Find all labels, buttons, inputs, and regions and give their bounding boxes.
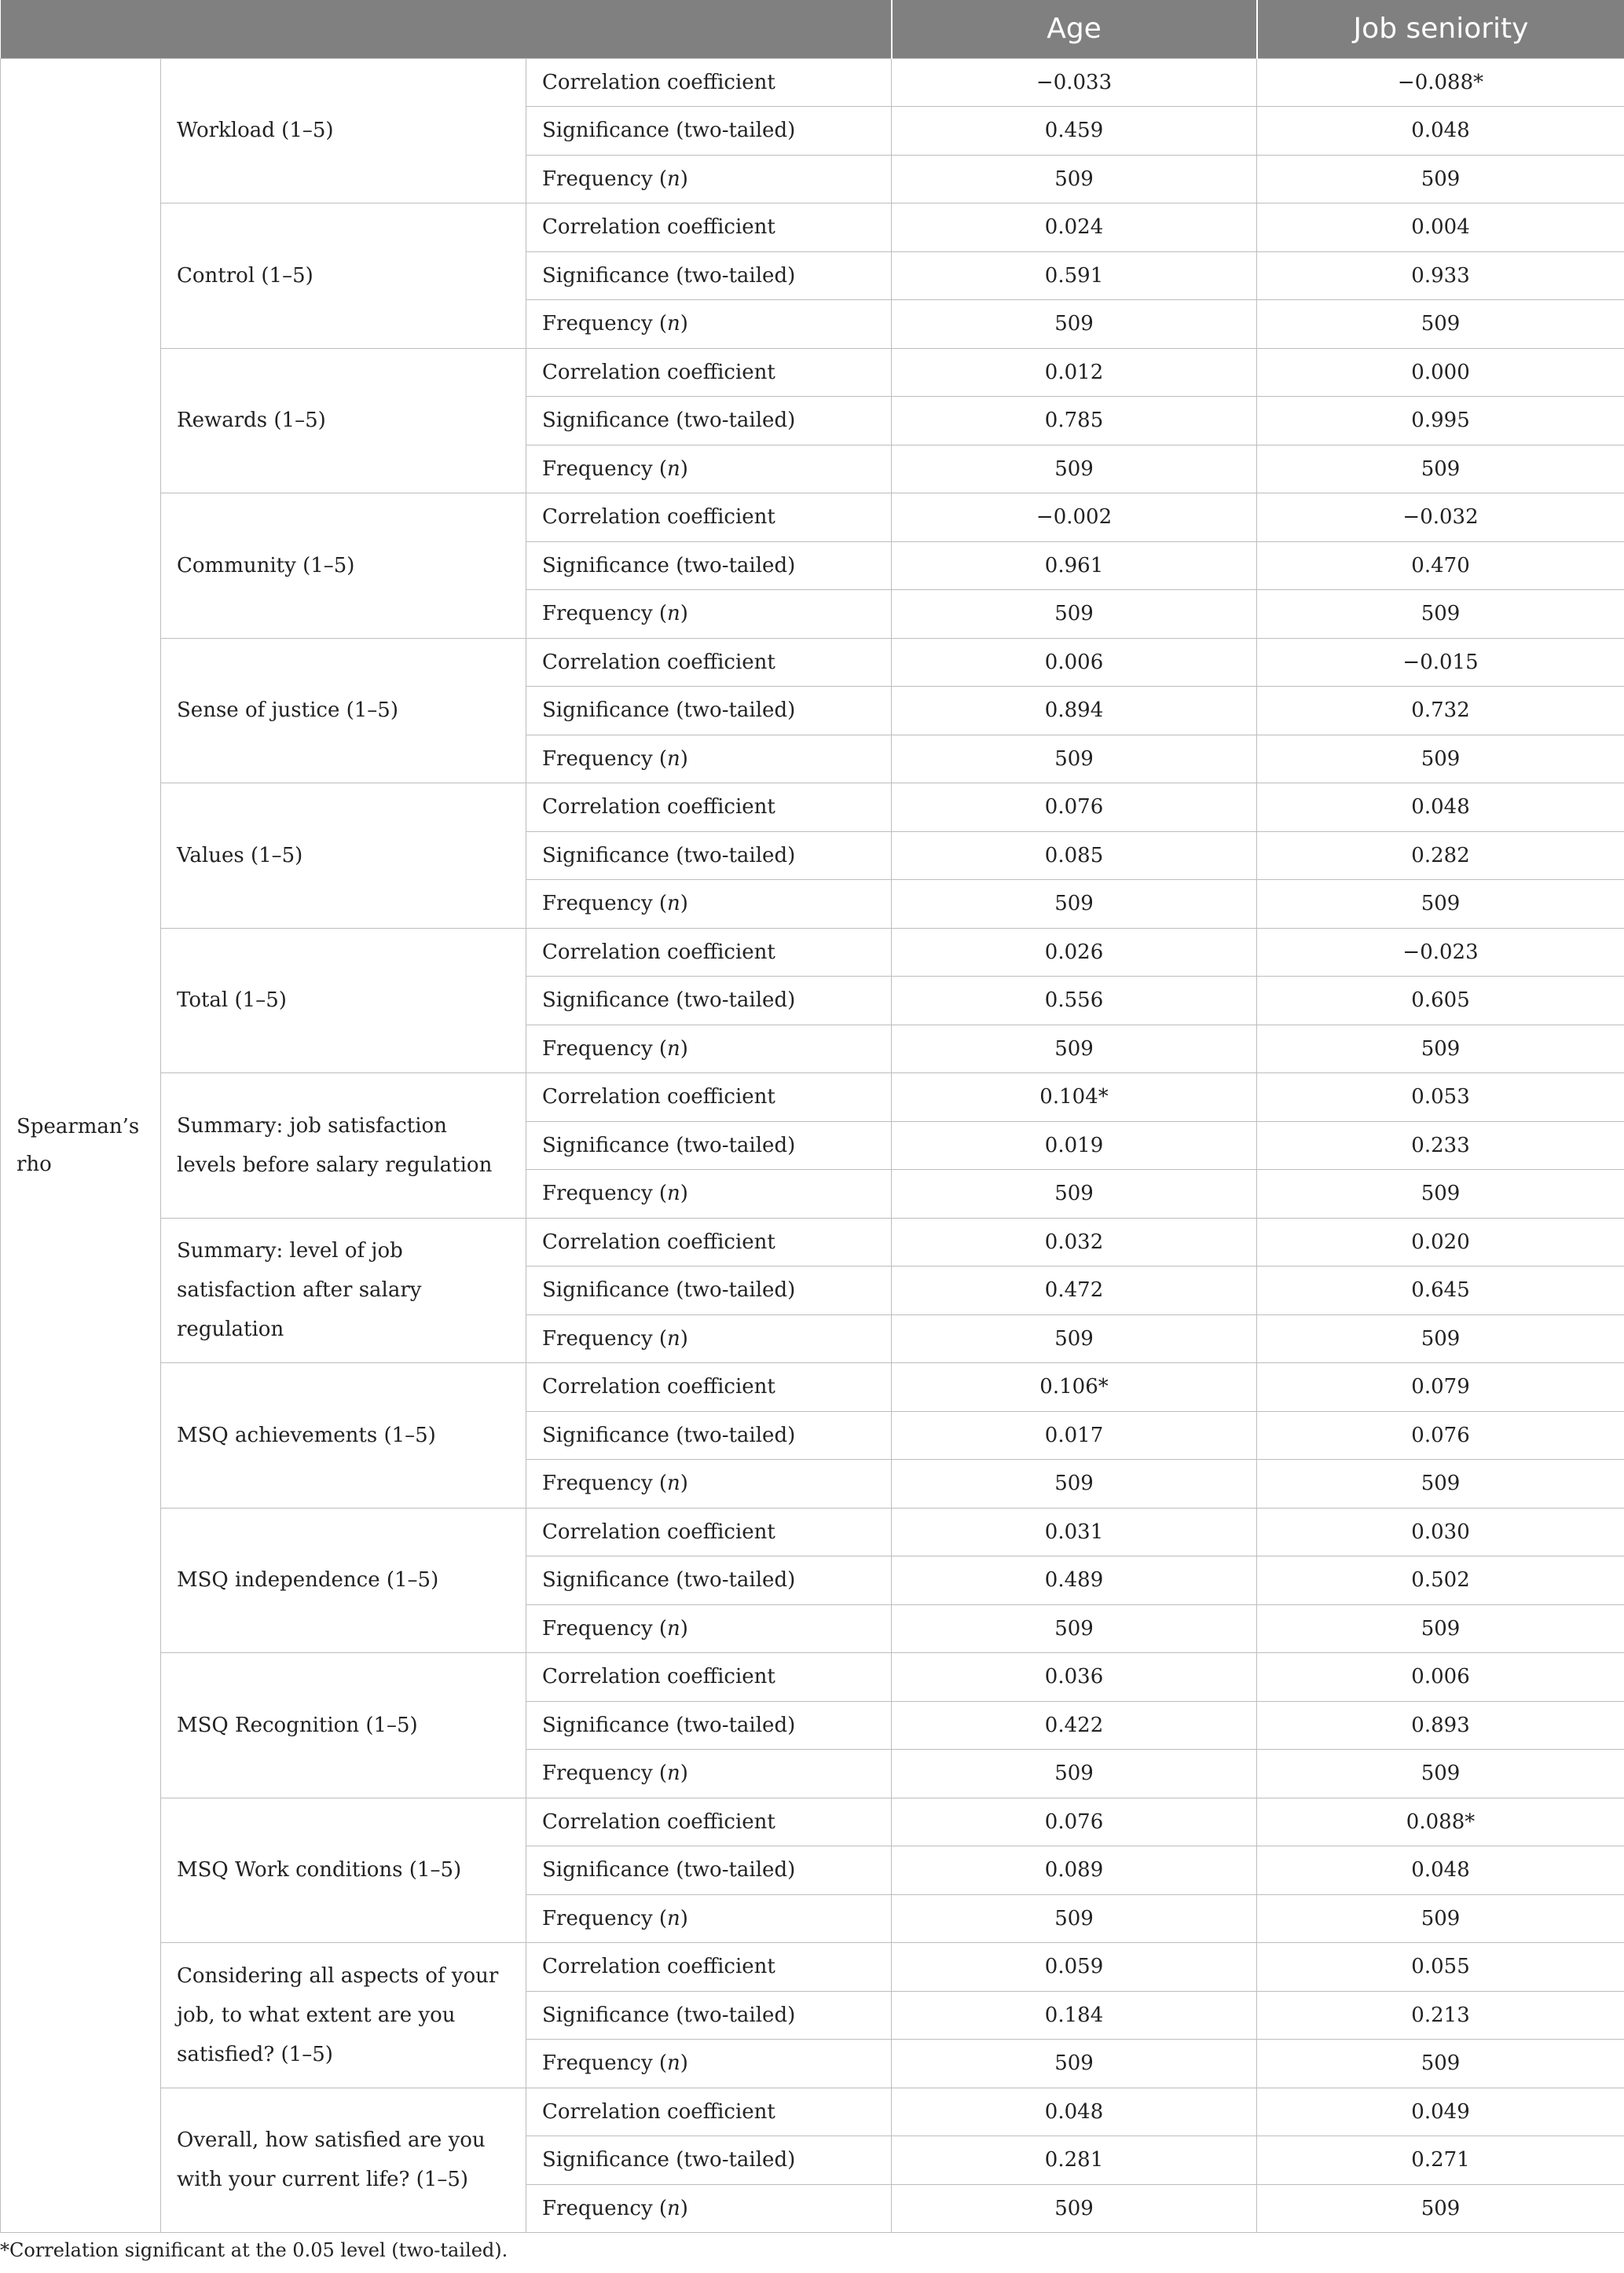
age-value: 509: [892, 880, 1257, 929]
job-seniority-value: 509: [1257, 300, 1624, 349]
job-seniority-value: 509: [1257, 1894, 1624, 1943]
frequency-suffix: ): [680, 1182, 688, 1206]
frequency-n-symbol: n: [667, 1326, 680, 1351]
frequency-label: [526, 1894, 892, 1943]
age-value: 0.031: [892, 1508, 1257, 1556]
variable-label: Workload (1–5): [161, 58, 526, 203]
job-seniority-value: 0.732: [1257, 687, 1624, 735]
significance-label: Significance (two-tailed): [526, 1846, 892, 1895]
job-seniority-value: 0.470: [1257, 541, 1624, 590]
age-value: 0.089: [892, 1846, 1257, 1895]
table-body: [1, 58, 1624, 2233]
job-seniority-value: 0.006: [1257, 1653, 1624, 1702]
correlation-coefficient-label: Correlation coefficient: [526, 2088, 892, 2136]
frequency-suffix: ): [680, 602, 688, 626]
age-value: 509: [892, 1460, 1257, 1509]
frequency-label: [526, 590, 892, 639]
significance-label: Significance (two-tailed): [526, 397, 892, 445]
significance-label: Significance (two-tailed): [526, 1411, 892, 1460]
frequency-label: [526, 445, 892, 493]
correlation-coefficient-label: Correlation coefficient: [526, 203, 892, 252]
job-seniority-value: 509: [1257, 1314, 1624, 1363]
frequency-suffix: ): [680, 1906, 688, 1930]
frequency-prefix: Frequency (: [542, 2196, 668, 2220]
job-seniority-value: 0.048: [1257, 107, 1624, 156]
correlation-coefficient-label: Correlation coefficient: [526, 1363, 892, 1412]
job-seniority-value: 509: [1257, 2184, 1624, 2233]
job-seniority-value: 0.055: [1257, 1943, 1624, 1992]
age-value: 0.032: [892, 1218, 1257, 1267]
job-seniority-value: 0.048: [1257, 1846, 1624, 1895]
age-value: 509: [892, 1894, 1257, 1943]
frequency-suffix: ): [680, 1616, 688, 1641]
frequency-label: [526, 1170, 892, 1219]
frequency-prefix: Frequency (: [542, 1036, 668, 1061]
job-seniority-value: 0.233: [1257, 1121, 1624, 1170]
frequency-label: [526, 735, 892, 783]
variable-label: Values (1–5): [161, 783, 526, 929]
job-seniority-value: 0.076: [1257, 1411, 1624, 1460]
correlation-coefficient-label: Correlation coefficient: [526, 1653, 892, 1702]
correlation-coefficient-label: Correlation coefficient: [526, 1943, 892, 1992]
table-row: [1, 2088, 1624, 2136]
job-seniority-value: 0.000: [1257, 348, 1624, 397]
job-seniority-value: −0.032: [1257, 493, 1624, 542]
frequency-n-symbol: n: [667, 1472, 680, 1496]
age-value: 509: [892, 1314, 1257, 1363]
variable-label: MSQ independence (1–5): [161, 1508, 526, 1653]
frequency-prefix: Frequency (: [542, 456, 668, 481]
frequency-prefix: Frequency (: [542, 602, 668, 626]
frequency-suffix: ): [680, 1472, 688, 1496]
variable-label: Summary: job satisfaction levels before salary regulation: [161, 1073, 526, 1219]
job-seniority-value: 0.893: [1257, 1701, 1624, 1750]
significance-label: Significance (two-tailed): [526, 1121, 892, 1170]
frequency-n-symbol: n: [667, 1182, 680, 1206]
age-value: 509: [892, 155, 1257, 203]
frequency-prefix: Frequency (: [542, 2051, 668, 2076]
job-seniority-value: 0.213: [1257, 1991, 1624, 2040]
frequency-label: [526, 155, 892, 203]
table-row: [1, 783, 1624, 832]
job-seniority-value: 509: [1257, 1460, 1624, 1509]
header-age: Age: [892, 0, 1257, 58]
significance-label: Significance (two-tailed): [526, 687, 892, 735]
job-seniority-value: −0.088*: [1257, 58, 1624, 107]
age-value: 0.026: [892, 928, 1257, 977]
age-value: 0.104*: [892, 1073, 1257, 1122]
frequency-n-symbol: n: [667, 1616, 680, 1641]
frequency-suffix: ): [680, 2051, 688, 2076]
age-value: 0.076: [892, 1798, 1257, 1846]
table-row: [1, 1653, 1624, 1702]
job-seniority-value: −0.015: [1257, 638, 1624, 687]
job-seniority-value: 0.048: [1257, 783, 1624, 832]
correlation-coefficient-label: Correlation coefficient: [526, 58, 892, 107]
job-seniority-value: 509: [1257, 1604, 1624, 1653]
age-value: 0.024: [892, 203, 1257, 252]
job-seniority-value: 509: [1257, 1750, 1624, 1798]
age-value: 509: [892, 1170, 1257, 1219]
job-seniority-value: 0.282: [1257, 831, 1624, 880]
frequency-label: [526, 1460, 892, 1509]
frequency-n-symbol: n: [667, 892, 680, 916]
age-value: 0.017: [892, 1411, 1257, 1460]
variable-label: Total (1–5): [161, 928, 526, 1073]
significance-label: Significance (two-tailed): [526, 977, 892, 1025]
job-seniority-value: 509: [1257, 2040, 1624, 2088]
frequency-suffix: ): [680, 456, 688, 481]
age-value: 509: [892, 1025, 1257, 1073]
variable-label: Sense of justice (1–5): [161, 638, 526, 783]
variable-label: Considering all aspects of your job, to what extent are you satisfied? (1–5): [161, 1943, 526, 2088]
age-value: 0.459: [892, 107, 1257, 156]
variable-label: MSQ achievements (1–5): [161, 1363, 526, 1509]
frequency-n-symbol: n: [667, 167, 680, 191]
job-seniority-value: 0.020: [1257, 1218, 1624, 1267]
frequency-label: [526, 1604, 892, 1653]
table-row: [1, 1363, 1624, 1412]
age-value: 509: [892, 2184, 1257, 2233]
job-seniority-value: 0.088*: [1257, 1798, 1624, 1846]
table-row: [1, 203, 1624, 252]
frequency-suffix: ): [680, 167, 688, 191]
job-seniority-value: 0.645: [1257, 1267, 1624, 1315]
frequency-prefix: Frequency (: [542, 1906, 668, 1930]
correlation-coefficient-label: Correlation coefficient: [526, 1218, 892, 1267]
frequency-n-symbol: n: [667, 602, 680, 626]
variable-label: MSQ Work conditions (1–5): [161, 1798, 526, 1943]
frequency-label: [526, 2040, 892, 2088]
frequency-n-symbol: n: [667, 746, 680, 771]
job-seniority-value: 0.004: [1257, 203, 1624, 252]
frequency-suffix: ): [680, 1326, 688, 1351]
significance-label: Significance (two-tailed): [526, 2136, 892, 2185]
table-row: [1, 638, 1624, 687]
job-seniority-value: 509: [1257, 590, 1624, 639]
significance-label: Significance (two-tailed): [526, 1267, 892, 1315]
frequency-suffix: ): [680, 892, 688, 916]
table-row: [1, 1943, 1624, 1992]
age-value: 0.422: [892, 1701, 1257, 1750]
correlation-coefficient-label: Correlation coefficient: [526, 1508, 892, 1556]
age-value: 509: [892, 1604, 1257, 1653]
variable-label: Rewards (1–5): [161, 348, 526, 493]
age-value: 509: [892, 445, 1257, 493]
frequency-n-symbol: n: [667, 2051, 680, 2076]
age-value: 0.036: [892, 1653, 1257, 1702]
correlation-coefficient-label: Correlation coefficient: [526, 928, 892, 977]
frequency-prefix: Frequency (: [542, 1472, 668, 1496]
variable-label: Summary: level of job satisfaction after salary regulation: [161, 1218, 526, 1363]
table-row: [1, 928, 1624, 977]
frequency-label: [526, 1314, 892, 1363]
age-value: 0.961: [892, 541, 1257, 590]
age-value: 0.012: [892, 348, 1257, 397]
frequency-suffix: ): [680, 746, 688, 771]
age-value: 509: [892, 2040, 1257, 2088]
table-row: [1, 348, 1624, 397]
frequency-prefix: Frequency (: [542, 1326, 668, 1351]
job-seniority-value: 509: [1257, 880, 1624, 929]
age-value: 0.106*: [892, 1363, 1257, 1412]
significance-label: Significance (two-tailed): [526, 1701, 892, 1750]
significance-label: Significance (two-tailed): [526, 251, 892, 300]
job-seniority-value: 509: [1257, 1025, 1624, 1073]
frequency-label: [526, 2184, 892, 2233]
frequency-n-symbol: n: [667, 456, 680, 481]
frequency-prefix: Frequency (: [542, 746, 668, 771]
age-value: 0.785: [892, 397, 1257, 445]
table-row: [1, 1073, 1624, 1122]
age-value: 0.556: [892, 977, 1257, 1025]
age-value: 0.472: [892, 1267, 1257, 1315]
job-seniority-value: 0.995: [1257, 397, 1624, 445]
table-row: [1, 1798, 1624, 1846]
variable-label: MSQ Recognition (1–5): [161, 1653, 526, 1798]
correlation-coefficient-label: Correlation coefficient: [526, 348, 892, 397]
job-seniority-value: 0.049: [1257, 2088, 1624, 2136]
frequency-suffix: ): [680, 312, 688, 336]
variable-label: Community (1–5): [161, 493, 526, 639]
correlation-coefficient-label: Correlation coefficient: [526, 1798, 892, 1846]
frequency-n-symbol: n: [667, 312, 680, 336]
age-value: 0.019: [892, 1121, 1257, 1170]
age-value: 0.591: [892, 251, 1257, 300]
table-row: [1, 58, 1624, 107]
job-seniority-value: −0.023: [1257, 928, 1624, 977]
job-seniority-value: 0.933: [1257, 251, 1624, 300]
age-value: 0.085: [892, 831, 1257, 880]
header-blank-cell: [1, 0, 892, 58]
frequency-suffix: ): [680, 2196, 688, 2220]
table-row: [1, 1218, 1624, 1267]
frequency-prefix: Frequency (: [542, 1762, 668, 1786]
age-value: 0.281: [892, 2136, 1257, 2185]
significance-label: Significance (two-tailed): [526, 541, 892, 590]
job-seniority-value: 509: [1257, 155, 1624, 203]
age-value: 509: [892, 735, 1257, 783]
frequency-label: [526, 300, 892, 349]
frequency-prefix: Frequency (: [542, 312, 668, 336]
table-header-row: [1, 0, 1624, 58]
frequency-label: [526, 1025, 892, 1073]
frequency-n-symbol: n: [667, 1762, 680, 1786]
significance-label: Significance (two-tailed): [526, 1991, 892, 2040]
correlation-coefficient-label: Correlation coefficient: [526, 783, 892, 832]
frequency-suffix: ): [680, 1036, 688, 1061]
table-footnote: *Correlation significant at the 0.05 level (two-tailed).: [0, 2239, 508, 2261]
age-value: 509: [892, 300, 1257, 349]
variable-label: Overall, how satisfied are you with your current life? (1–5): [161, 2088, 526, 2233]
age-value: 0.489: [892, 1556, 1257, 1605]
age-value: 0.184: [892, 1991, 1257, 2040]
job-seniority-value: 0.271: [1257, 2136, 1624, 2185]
frequency-n-symbol: n: [667, 2196, 680, 2220]
age-value: 0.059: [892, 1943, 1257, 1992]
age-value: 509: [892, 590, 1257, 639]
age-value: 0.894: [892, 687, 1257, 735]
age-value: −0.002: [892, 493, 1257, 542]
job-seniority-value: 0.605: [1257, 977, 1624, 1025]
significance-label: Significance (two-tailed): [526, 107, 892, 156]
age-value: 509: [892, 1750, 1257, 1798]
correlation-coefficient-label: Correlation coefficient: [526, 1073, 892, 1122]
age-value: 0.076: [892, 783, 1257, 832]
method-label: Spearman’s rho: [1, 58, 161, 2233]
significance-label: Significance (two-tailed): [526, 831, 892, 880]
correlation-coefficient-label: Correlation coefficient: [526, 493, 892, 542]
variable-label: Control (1–5): [161, 203, 526, 349]
header-job-seniority: Job seniority: [1257, 0, 1624, 58]
job-seniority-value: 509: [1257, 735, 1624, 783]
frequency-n-symbol: n: [667, 1036, 680, 1061]
age-value: 0.048: [892, 2088, 1257, 2136]
job-seniority-value: 509: [1257, 1170, 1624, 1219]
frequency-prefix: Frequency (: [542, 1182, 668, 1206]
frequency-n-symbol: n: [667, 1906, 680, 1930]
job-seniority-value: 0.030: [1257, 1508, 1624, 1556]
job-seniority-value: 0.502: [1257, 1556, 1624, 1605]
job-seniority-value: 509: [1257, 445, 1624, 493]
frequency-prefix: Frequency (: [542, 167, 668, 191]
job-seniority-value: 0.079: [1257, 1363, 1624, 1412]
frequency-prefix: Frequency (: [542, 1616, 668, 1641]
age-value: −0.033: [892, 58, 1257, 107]
age-value: 0.006: [892, 638, 1257, 687]
frequency-label: [526, 1750, 892, 1798]
significance-label: Significance (two-tailed): [526, 1556, 892, 1605]
table-row: [1, 493, 1624, 542]
table-row: [1, 1508, 1624, 1556]
job-seniority-value: 0.053: [1257, 1073, 1624, 1122]
frequency-suffix: ): [680, 1762, 688, 1786]
correlation-coefficient-label: Correlation coefficient: [526, 638, 892, 687]
frequency-label: [526, 880, 892, 929]
frequency-prefix: Frequency (: [542, 892, 668, 916]
